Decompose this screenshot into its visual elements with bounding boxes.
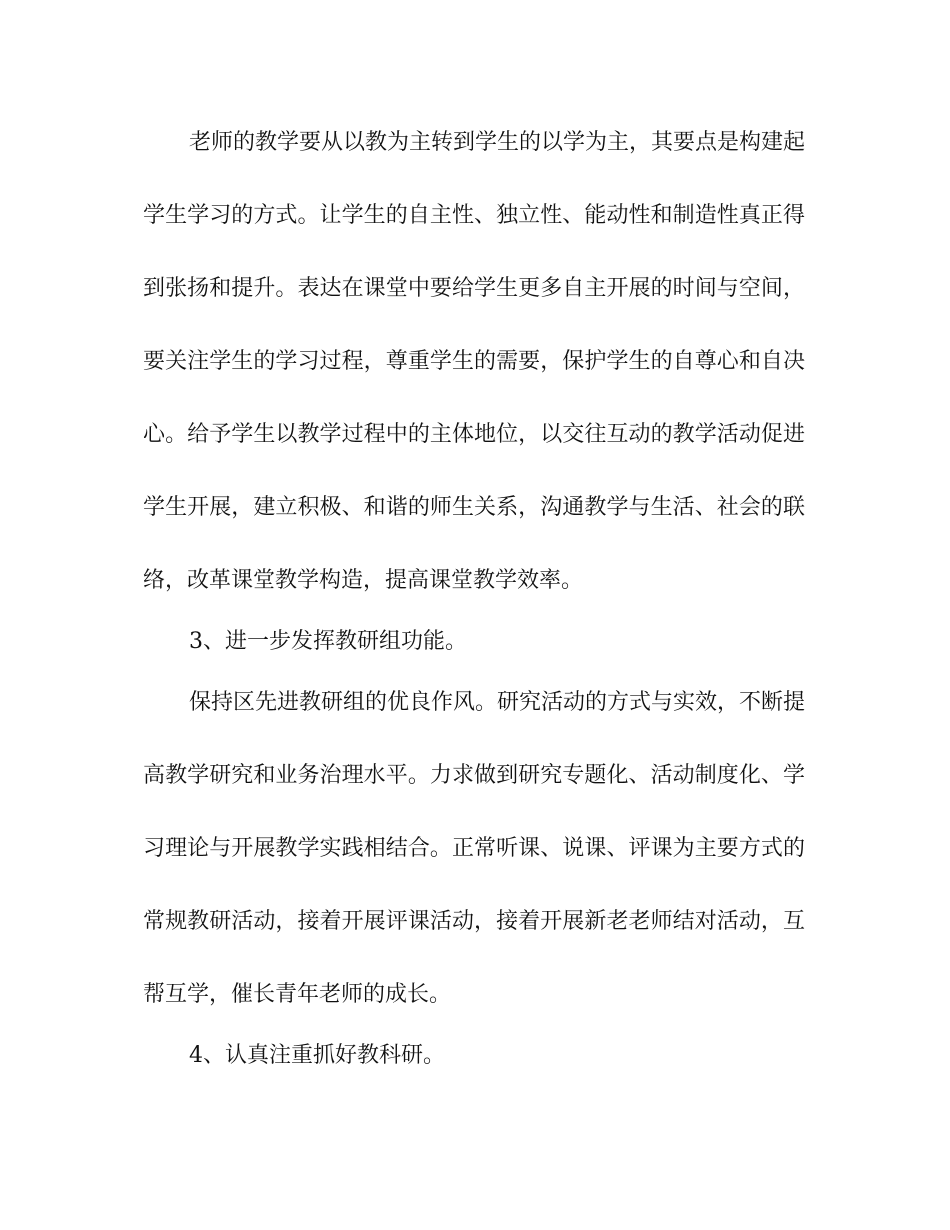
- paragraph-1-line-1: 老师的教学要从以教为主转到学生的以学为主，其要点是构建起: [189, 130, 806, 155]
- paragraph-2-line-4: 常规教研活动，接着开展评课活动，接着开展新老老师结对活动，互: [143, 909, 805, 934]
- paragraph-2-line-3: 习理论与开展教学实践相结合。正常听课、说课、评课为主要方式的: [143, 836, 805, 861]
- paragraph-1-line-5: 心。给予学生以教学过程中的主体地位，以交往互动的教学活动促进: [143, 422, 805, 447]
- paragraph-2-line-1: 保持区先进教研组的优良作风。研究活动的方式与实效，不断提: [189, 690, 806, 715]
- paragraph-1-line-4: 要关注学生的学习过程，尊重学生的需要，保护学生的自尊心和自决: [143, 349, 805, 374]
- paragraph-2-line-5: 帮互学，催长青年老师的成长。: [143, 982, 452, 1007]
- paragraph-2-line-2: 高教学研究和业务治理水平。力求做到研究专题化、活动制度化、学: [143, 763, 805, 788]
- section-heading-3: 3、进一步发挥教研组功能。: [189, 629, 467, 654]
- paragraph-1-line-6: 学生开展，建立积极、和谐的师生关系，沟通教学与生活、社会的联: [143, 495, 805, 520]
- section-heading-4: 4、认真注重抓好教科研。: [189, 1043, 445, 1068]
- paragraph-1-line-2: 学生学习的方式。让学生的自主性、独立性、能动性和制造性真正得: [143, 203, 805, 228]
- paragraph-1-line-7: 络，改革课堂教学构造，提高课堂教学效率。: [143, 568, 584, 593]
- paragraph-1-line-3: 到张扬和提升。表达在课堂中要给学生更多自主开展的时间与空间，: [143, 276, 805, 301]
